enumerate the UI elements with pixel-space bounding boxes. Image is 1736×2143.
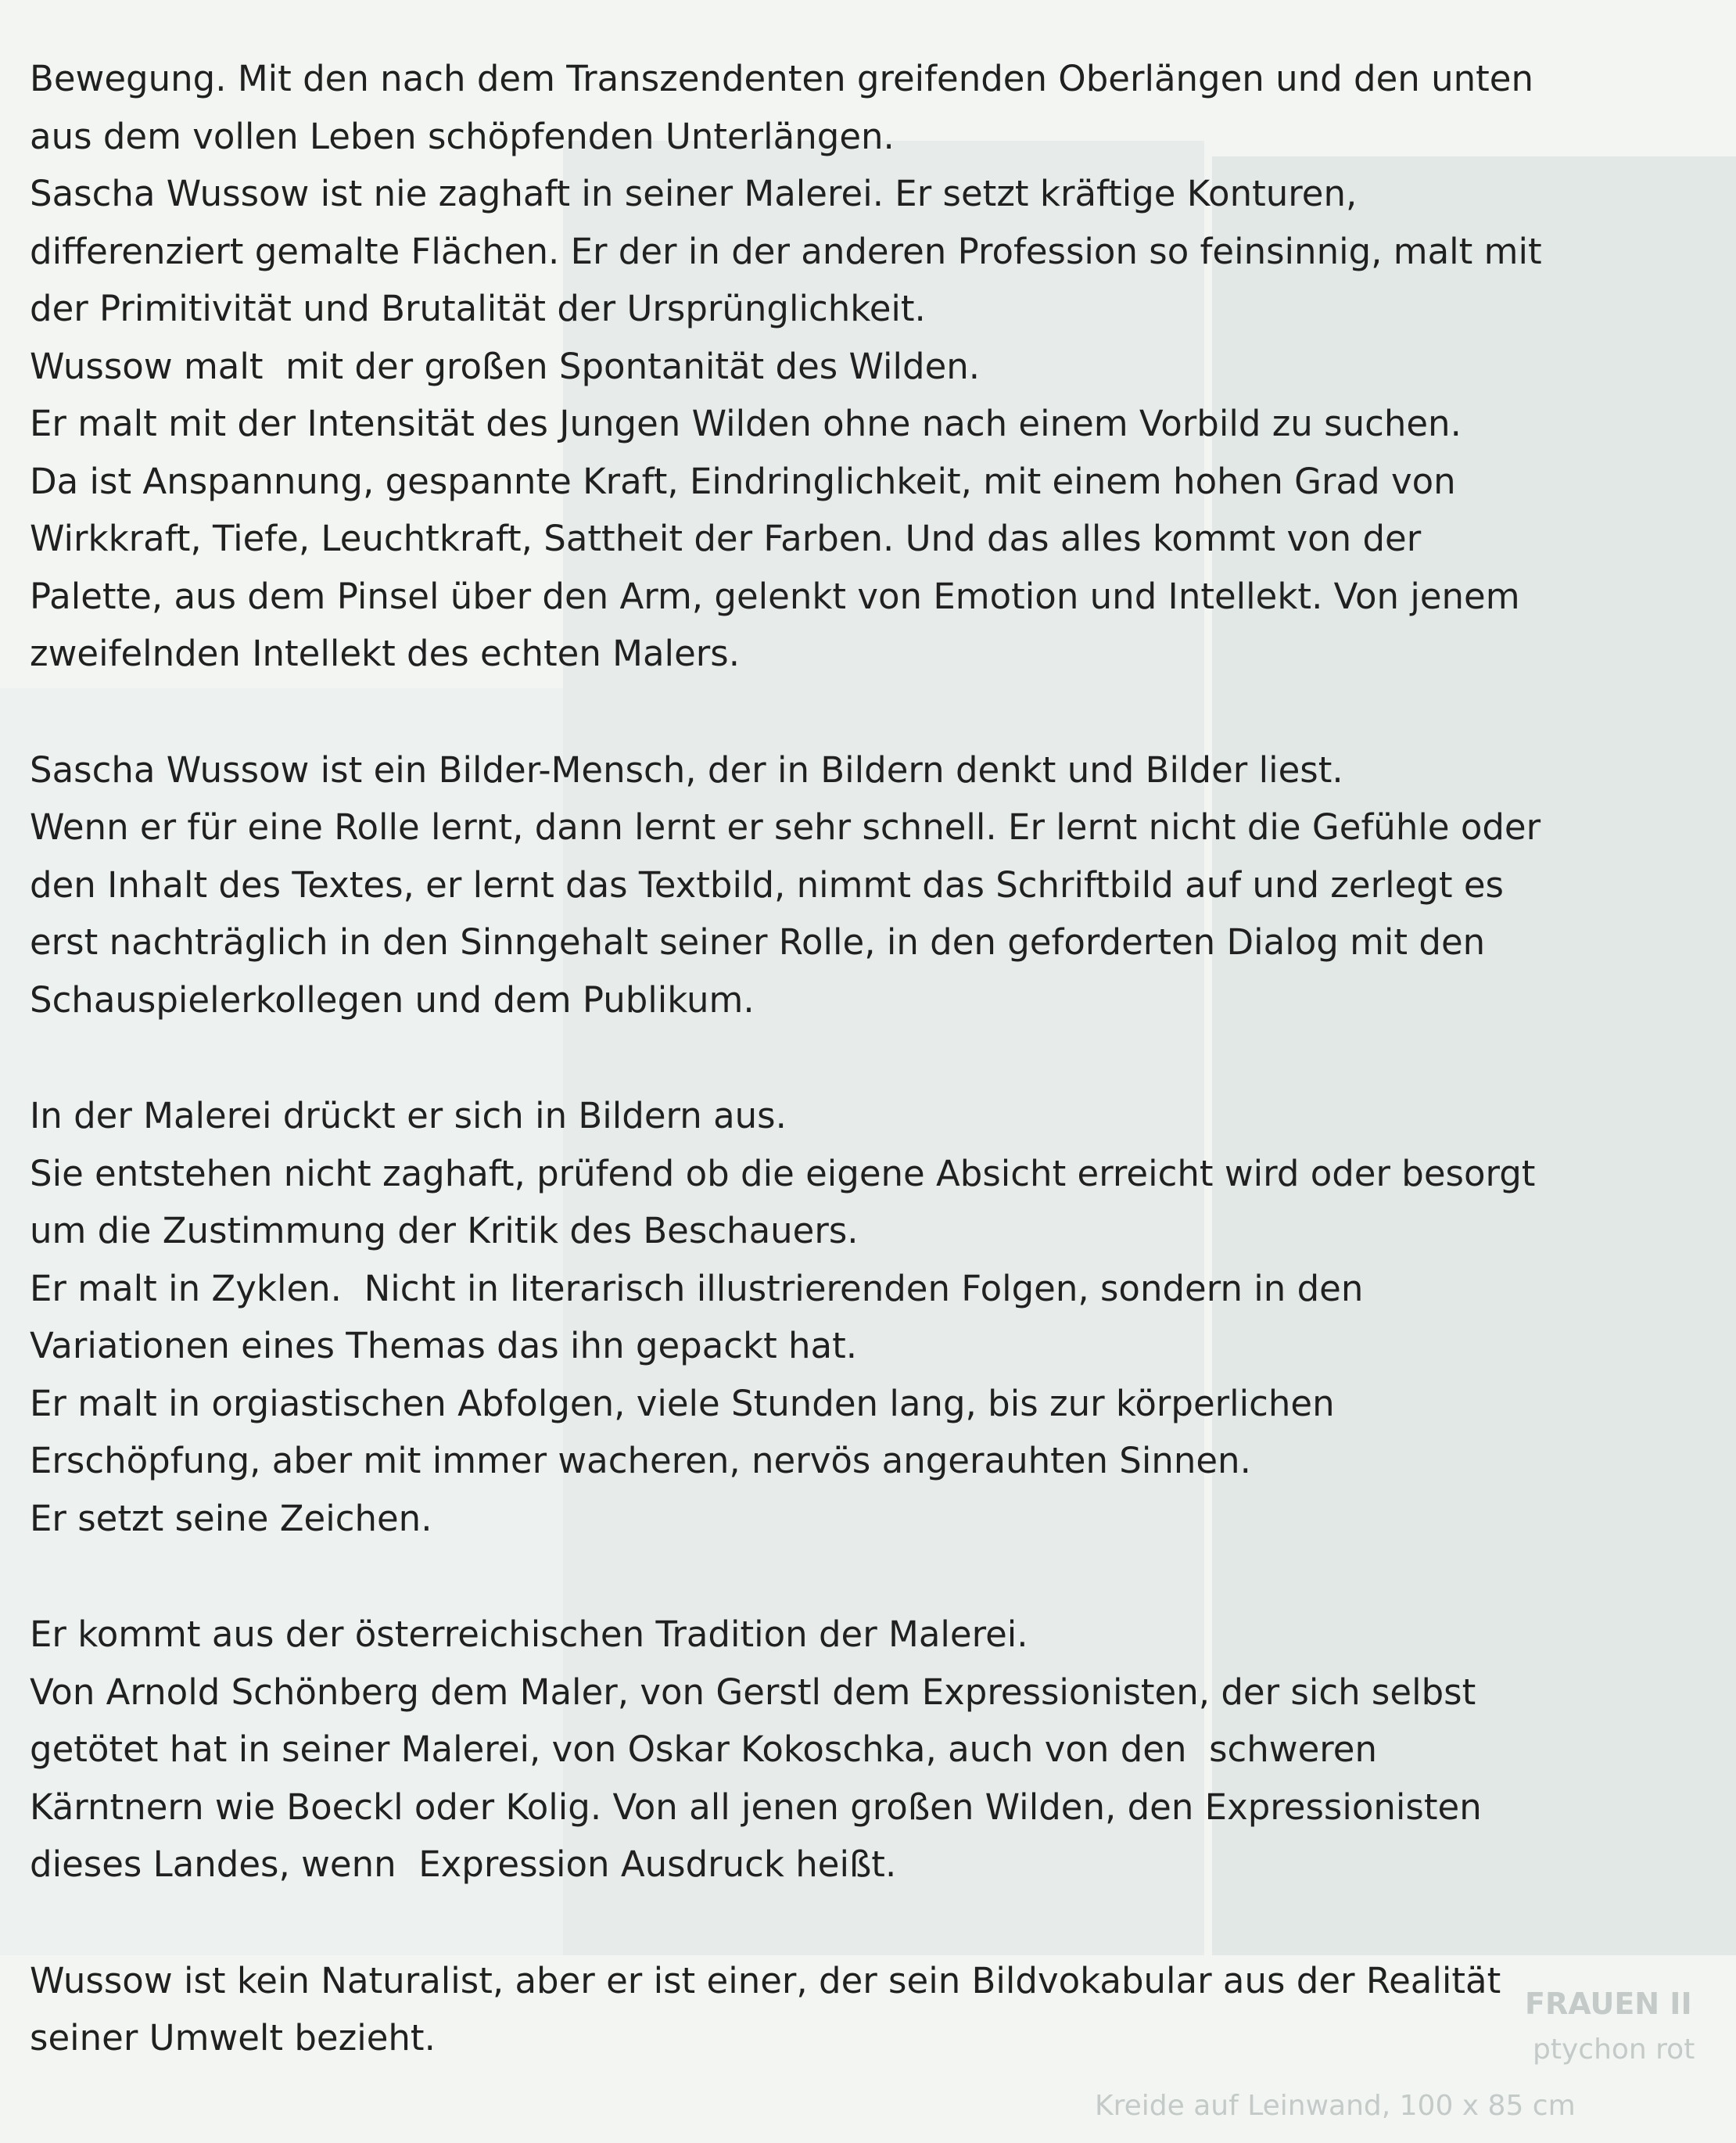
paragraph — [30, 741, 1711, 1029]
text-line: Da ist Anspannung, gespannte Kraft, Eindringlichkeit, mit einem hohen Grad von — [30, 460, 1456, 502]
paragraph — [30, 1087, 1711, 1547]
text-line: der Primitivität und Brutalität der Ursprünglichkeit. — [30, 288, 926, 329]
text-line: Er malt in Zyklen. Nicht in literarisch illustrierenden Folgen, sondern in den — [30, 1267, 1364, 1309]
paragraph — [30, 1606, 1711, 1894]
show-through-heading: FRAUEN II — [1525, 1987, 1692, 2021]
text-line: Sascha Wussow ist ein Bilder-Mensch, der in Bildern denkt und Bilder liest. — [30, 748, 1343, 791]
text-line: In der Malerei drückt er sich in Bildern aus. — [30, 1095, 787, 1136]
text-line: Schauspielerkollegen und dem Publikum. — [30, 978, 755, 1021]
text-line: erst nachträglich in den Sinngehalt seiner Rolle, in den geforderten Dialog mit den — [30, 921, 1486, 963]
text-line: Wirkkraft, Tiefe, Leuchtkraft, Sattheit der Farben. Und das alles kommt von der — [30, 518, 1422, 559]
text-line: Variationen eines Themas das ihn gepackt hat. — [30, 1325, 858, 1366]
text-line: Wussow ist kein Naturalist, aber er ist einer, der sein Bildvokabular aus der Realität — [30, 1959, 1501, 2001]
text-line: differenziert gemalte Flächen. Er der in der anderen Profession so feinsinnig, malt mit — [30, 230, 1542, 272]
text-line: Sie entstehen nicht zaghaft, prüfend ob die eigene Absicht erreicht wird oder besorgt — [30, 1152, 1536, 1194]
text-line: Von Arnold Schönberg dem Maler, von Gerstl dem Expressionisten, der sich selbst — [30, 1671, 1476, 1713]
text-line: Er kommt aus der österreichischen Tradition der Malerei. — [30, 1614, 1028, 1655]
text-line: Erschöpfung, aber mit immer wacheren, nervös angerauhten Sinnen. — [30, 1440, 1251, 1481]
show-through-caption: Kreide auf Leinwand, 100 x 85 cm — [1095, 2090, 1576, 2122]
text-line: Er malt in orgiastischen Abfolgen, viele Stunden lang, bis zur körperlichen — [30, 1382, 1335, 1424]
text-line: zweifelnden Intellekt des echten Malers. — [30, 633, 740, 674]
paragraph — [30, 50, 1711, 683]
text-line: getötet hat in seiner Malerei, von Oskar Kokoschka, auch von den schweren — [30, 1728, 1378, 1770]
text-line: Palette, aus dem Pinsel über den Arm, gelenkt von Emotion und Intellekt. Von jenem — [30, 575, 1520, 617]
text-line: seiner Umwelt bezieht. — [30, 2017, 436, 2059]
text-line: Wussow malt mit der großen Spontanität des Wilden. — [30, 345, 981, 387]
text-line: dieses Landes, wenn Expression Ausdruck heißt. — [30, 1843, 897, 1885]
text-line: Bewegung. Mit den nach dem Transzendenten greifenden Oberlängen und den unten — [30, 58, 1534, 99]
paragraph — [30, 1952, 1711, 2067]
body-text — [30, 50, 1711, 2126]
text-line: aus dem vollen Leben schöpfenden Unterlängen. — [30, 115, 895, 157]
text-line: um die Zustimmung der Kritik des Beschauers. — [30, 1210, 859, 1251]
text-line: Kärntnern wie Boeckl oder Kolig. Von all jenen großen Wilden, den Expressionisten — [30, 1786, 1482, 1828]
text-line: Er malt mit der Intensität des Jungen Wilden ohne nach einem Vorbild zu suchen. — [30, 403, 1462, 444]
text-line: Wenn er für eine Rolle lernt, dann lernt er sehr schnell. Er lernt nicht die Gefühle oder — [30, 806, 1541, 848]
show-through-caption: ptychon rot — [1533, 2034, 1695, 2066]
text-line: Er setzt seine Zeichen. — [30, 1497, 432, 1539]
text-line: den Inhalt des Textes, er lernt das Textbild, nimmt das Schriftbild auf und zerlegt es — [30, 863, 1504, 906]
text-line: Sascha Wussow ist nie zaghaft in seiner Malerei. Er setzt kräftige Konturen, — [30, 173, 1358, 214]
